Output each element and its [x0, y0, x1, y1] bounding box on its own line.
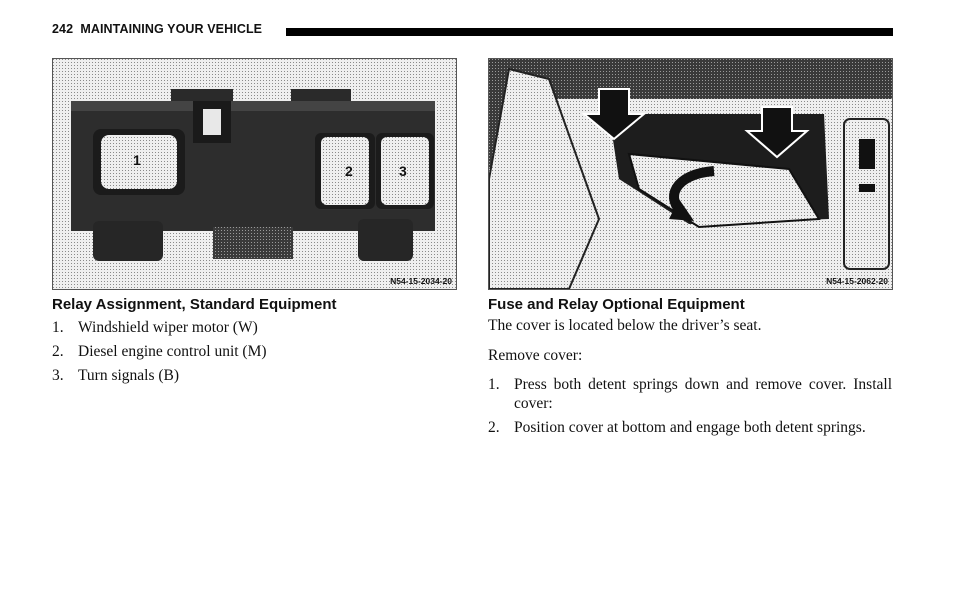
list-item: 1. Press both detent springs down and remove cover. Install cover:	[488, 376, 892, 412]
relay-box-figure	[52, 58, 457, 290]
figure-code: N54-15-2034-20	[390, 276, 452, 286]
list-item: 2. Diesel engine control unit (M)	[52, 343, 267, 360]
left-caption: Relay Assignment, Standard Equipment	[52, 296, 337, 313]
intro-text: The cover is located below the driver’s seat.	[488, 317, 762, 334]
figure-code: N54-15-2062-20	[826, 276, 888, 286]
relay-label-1: 1	[133, 152, 141, 168]
relay-box-illustration	[53, 59, 456, 289]
fuse-cover-illustration	[489, 59, 892, 289]
fuse-cover-figure	[488, 58, 893, 290]
header-text	[52, 22, 262, 36]
section-title: MAINTAINING YOUR VEHICLE	[80, 22, 263, 36]
page-number: 242	[52, 22, 74, 36]
list-item: 1. Windshield wiper motor (W)	[52, 319, 258, 336]
list-item: 3. Turn signals (B)	[52, 367, 180, 384]
right-caption: Fuse and Relay Optional Equipment	[488, 296, 745, 313]
relay-assignment-list	[52, 318, 452, 385]
relay-label-2: 2	[345, 163, 353, 179]
relay-label-3: 3	[399, 163, 407, 179]
page-header	[52, 22, 893, 38]
header-rule	[286, 28, 893, 36]
remove-label: Remove cover:	[488, 347, 583, 364]
list-item: 2. Position cover at bottom and engage both detent springs.	[488, 419, 866, 436]
cover-steps-list	[488, 375, 892, 437]
